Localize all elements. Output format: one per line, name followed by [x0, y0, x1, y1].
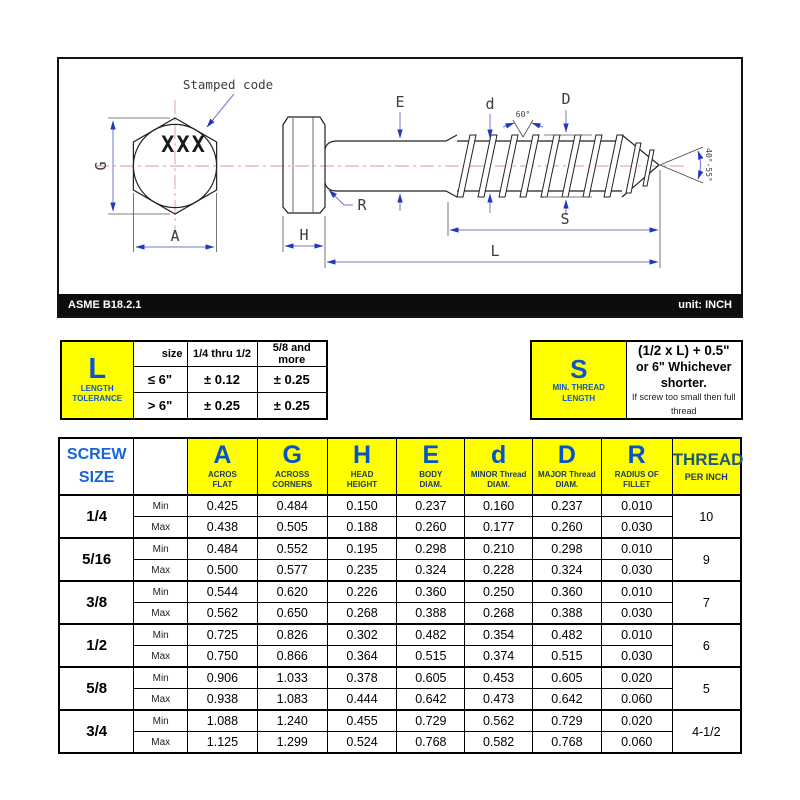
tol-size-range: ≤ 6" — [133, 367, 187, 393]
dim-value: 0.302 — [327, 624, 397, 646]
dim-value: 0.298 — [397, 538, 465, 560]
col-header-R — [601, 438, 672, 495]
dim-value: 0.515 — [397, 646, 465, 668]
col-caption: ACROS FLAT — [207, 470, 237, 489]
dim-value: 0.562 — [188, 603, 258, 625]
min-label: Min — [134, 538, 188, 560]
dim-value: 0.324 — [533, 560, 602, 582]
dim-value: 0.582 — [465, 732, 533, 754]
hex-head-side — [283, 117, 325, 213]
screw-size: 1/2 — [59, 624, 134, 667]
threads-per-inch: 6 — [672, 624, 741, 667]
point-angle-line — [660, 165, 703, 183]
threads-per-inch: 4-1/2 — [672, 710, 741, 753]
dim-value: 0.388 — [533, 603, 602, 625]
dim-value: 0.577 — [257, 560, 327, 582]
dim-value: 0.237 — [533, 495, 602, 517]
dim-value: 0.482 — [397, 624, 465, 646]
dim-value: 0.324 — [397, 560, 465, 582]
s-caption-2: LENGTH — [562, 393, 596, 403]
r-label: R — [357, 196, 367, 214]
length-tolerance-symbol-cell — [61, 341, 133, 419]
col-letter: G — [282, 441, 302, 469]
unit-label: unit: INCH — [678, 299, 732, 311]
col-caption: RADIUS OF FILLET — [614, 470, 659, 489]
dim-value: 1.240 — [257, 710, 327, 732]
thread-angle-arrow — [503, 123, 514, 127]
max-label: Max — [134, 646, 188, 668]
thread-length-rule-cell — [626, 341, 742, 419]
stamped-code-leader — [207, 94, 234, 127]
max-label: Max — [134, 732, 188, 754]
dim-value: 0.768 — [397, 732, 465, 754]
dim-value: 0.195 — [327, 538, 397, 560]
dim-value: 0.030 — [601, 560, 672, 582]
col-header-d — [465, 438, 533, 495]
col-letter: R — [627, 441, 646, 469]
dim-value: 0.605 — [397, 667, 465, 689]
thread-length-formula: (1/2 x L) + 0.5" — [637, 343, 730, 358]
dim-value: 0.866 — [257, 646, 327, 668]
dim-value: 0.552 — [257, 538, 327, 560]
dim-value: 0.060 — [601, 689, 672, 711]
dim-value: 0.642 — [397, 689, 465, 711]
screw-size: 3/8 — [59, 581, 134, 624]
dim-value: 0.160 — [465, 495, 533, 517]
dim-value: 0.260 — [533, 517, 602, 539]
dim-value: 0.177 — [465, 517, 533, 539]
h-label: H — [299, 226, 309, 244]
point-angle-line — [660, 147, 703, 165]
col-caption: ACROSS CORNERS — [272, 470, 313, 489]
screw-size: 1/4 — [59, 495, 134, 538]
dim-value: 0.826 — [257, 624, 327, 646]
dim-value: 0.010 — [601, 581, 672, 603]
threads-per-inch: 5 — [672, 667, 741, 710]
threads-per-inch: 9 — [672, 538, 741, 581]
thread-angle-flank — [523, 120, 533, 137]
screw-size-title-2: SIZE — [78, 468, 115, 486]
d-minor-label: d — [485, 95, 495, 113]
dim-value: 0.505 — [257, 517, 327, 539]
dim-value: 0.750 — [188, 646, 258, 668]
dim-value: 0.938 — [188, 689, 258, 711]
lag-screw-drawing — [59, 59, 741, 294]
screw-dimensions-table — [58, 437, 742, 754]
dim-value: 0.455 — [327, 710, 397, 732]
col-caption: MAJOR Thread DIAM. — [538, 470, 596, 489]
tol-value: ± 0.12 — [187, 367, 257, 393]
standard-name: ASME B18.2.1 — [68, 299, 142, 311]
dim-value: 0.364 — [327, 646, 397, 668]
s-caption-1: MIN. THREAD — [552, 383, 605, 393]
max-label: Max — [134, 560, 188, 582]
dim-value: 0.425 — [188, 495, 258, 517]
l-symbol: L — [88, 352, 107, 385]
col-header-thread — [672, 438, 744, 495]
thread-length-note: If screw too small then full thread — [631, 392, 736, 416]
dim-value: 0.484 — [257, 495, 327, 517]
dim-value: 0.906 — [188, 667, 258, 689]
dim-value: 0.268 — [327, 603, 397, 625]
dim-value: 0.725 — [188, 624, 258, 646]
col-letter: D — [557, 441, 576, 469]
dim-value: 0.444 — [327, 689, 397, 711]
dim-value: 0.360 — [397, 581, 465, 603]
dim-value: 0.260 — [397, 517, 465, 539]
d-major-label: D — [561, 90, 571, 108]
tol-value: ± 0.25 — [187, 393, 257, 419]
thread-length-rule: or 6" Whichever shorter. — [635, 360, 732, 390]
dim-value: 0.388 — [397, 603, 465, 625]
dim-value: 0.650 — [257, 603, 327, 625]
tol-size-range: > 6" — [133, 393, 187, 419]
dim-value: 0.010 — [601, 538, 672, 560]
max-label: Max — [134, 689, 188, 711]
col-header-G — [257, 438, 327, 495]
col-letter: H — [353, 441, 372, 469]
thread-header-title: THREAD — [672, 449, 744, 469]
shank-bottom — [325, 183, 457, 197]
dim-value: 0.524 — [327, 732, 397, 754]
dim-value: 0.378 — [327, 667, 397, 689]
dim-value: 0.515 — [533, 646, 602, 668]
dim-value: 0.544 — [188, 581, 258, 603]
s-symbol: S — [570, 354, 588, 385]
dim-value: 0.642 — [533, 689, 602, 711]
dim-value: 0.605 — [533, 667, 602, 689]
dim-value: 0.360 — [533, 581, 602, 603]
min-label: Min — [134, 495, 188, 517]
dim-value: 0.020 — [601, 667, 672, 689]
point-thread — [626, 143, 641, 193]
col-letter: d — [490, 441, 507, 469]
dim-value: 0.235 — [327, 560, 397, 582]
dim-value: 0.298 — [533, 538, 602, 560]
a-label: A — [170, 227, 180, 245]
tol-header-size: size — [133, 341, 187, 367]
dim-value: 1.125 — [188, 732, 258, 754]
dim-value: 0.268 — [465, 603, 533, 625]
screw-size-title-1: SCREW — [66, 446, 127, 464]
min-label: Min — [134, 581, 188, 603]
dim-value: 0.030 — [601, 646, 672, 668]
col-letter: A — [213, 441, 232, 469]
dim-value: 0.354 — [465, 624, 533, 646]
dim-value: 0.620 — [257, 581, 327, 603]
dim-value: 0.226 — [327, 581, 397, 603]
dim-value: 0.228 — [465, 560, 533, 582]
thread-header-sub: PER INCH — [684, 472, 728, 483]
standard-bar — [59, 294, 741, 316]
tol-value: ± 0.25 — [257, 393, 327, 419]
screw-size: 5/8 — [59, 667, 134, 710]
length-tolerance-table — [60, 340, 328, 420]
point-angle-label: 40°-55° — [704, 148, 713, 182]
dim-value: 0.482 — [533, 624, 602, 646]
minmax-header — [134, 438, 188, 495]
point-angle-arc — [698, 151, 701, 179]
dim-value: 0.150 — [327, 495, 397, 517]
g-label: G — [92, 161, 110, 171]
e-label: E — [395, 93, 405, 111]
stamp-marking: XXX — [161, 133, 207, 158]
col-header-H — [327, 438, 397, 495]
col-caption: HEAD HEIGHT — [346, 470, 378, 489]
threads-per-inch: 7 — [672, 581, 741, 624]
dim-value: 0.562 — [465, 710, 533, 732]
dim-value: 1.299 — [257, 732, 327, 754]
thread-length-symbol-cell — [531, 341, 626, 419]
max-label: Max — [134, 517, 188, 539]
s-label: S — [560, 210, 570, 228]
dim-value: 0.010 — [601, 495, 672, 517]
threads-per-inch: 10 — [672, 495, 741, 538]
thread-angle-arrow — [532, 123, 543, 127]
dim-value: 0.484 — [188, 538, 258, 560]
tol-header-col2: 5/8 and more — [257, 341, 327, 367]
dim-value: 0.729 — [397, 710, 465, 732]
r-leader — [329, 190, 353, 205]
dim-value: 0.237 — [397, 495, 465, 517]
stamped-code-label: Stamped code — [182, 77, 274, 92]
dim-value: 0.030 — [601, 603, 672, 625]
screw-size: 5/16 — [59, 538, 134, 581]
dim-value: 0.210 — [465, 538, 533, 560]
col-header-D — [533, 438, 602, 495]
min-label: Min — [134, 624, 188, 646]
min-thread-length-table — [530, 340, 743, 420]
dim-value: 0.030 — [601, 517, 672, 539]
min-label: Min — [134, 710, 188, 732]
dim-value: 0.729 — [533, 710, 602, 732]
dim-value: 0.473 — [465, 689, 533, 711]
dim-value: 0.020 — [601, 710, 672, 732]
col-caption: MINOR Thread DIAM. — [470, 470, 527, 489]
col-header-A — [188, 438, 258, 495]
col-letter: E — [422, 441, 440, 469]
dim-value: 0.188 — [327, 517, 397, 539]
dim-value: 0.438 — [188, 517, 258, 539]
dim-value: 0.453 — [465, 667, 533, 689]
dim-value: 0.010 — [601, 624, 672, 646]
tol-header-col1: 1/4 thru 1/2 — [187, 341, 257, 367]
point-thread — [643, 150, 654, 186]
dim-value: 1.033 — [257, 667, 327, 689]
dim-value: 0.768 — [533, 732, 602, 754]
dim-value: 1.083 — [257, 689, 327, 711]
l-label: L — [490, 242, 500, 260]
l-caption-1: LENGTH — [80, 383, 114, 393]
l-caption-2: TOLERANCE — [72, 394, 123, 404]
dim-value: 0.500 — [188, 560, 258, 582]
dim-value: 0.060 — [601, 732, 672, 754]
tol-value: ± 0.25 — [257, 367, 327, 393]
min-label: Min — [134, 667, 188, 689]
shank-top — [325, 135, 457, 149]
max-label: Max — [134, 603, 188, 625]
drawing-panel — [57, 57, 743, 318]
thread-angle-label: 60° — [515, 110, 531, 119]
thread-angle-flank — [513, 120, 523, 137]
dim-value: 0.250 — [465, 581, 533, 603]
screw-size: 3/4 — [59, 710, 134, 753]
screw-size-header — [59, 438, 134, 495]
dim-value: 0.374 — [465, 646, 533, 668]
dim-value: 1.088 — [188, 710, 258, 732]
col-header-E — [397, 438, 465, 495]
col-caption: BODY DIAM. — [419, 470, 443, 489]
